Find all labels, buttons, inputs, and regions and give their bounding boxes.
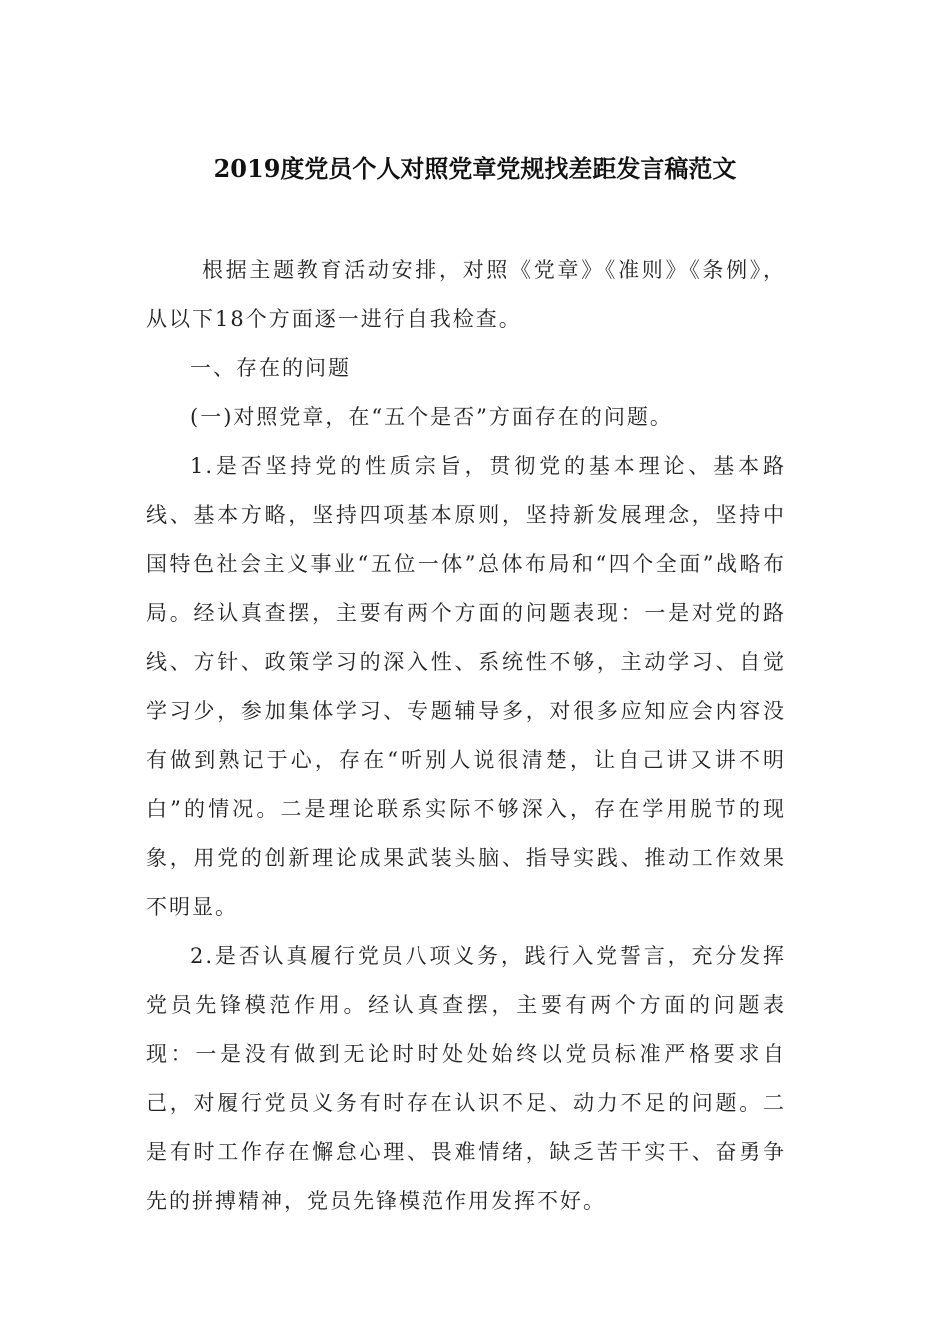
item-paragraph-2: 2.是否认真履行党员八项义务，践行入党誓言，充分发挥党员先锋模范作用。经认真查摆，主要有两个方面的问题表现：一是没有做到无论时时处处始终以党员标准严格要求自己，对履行党员义务有时存在认识不足、动力不足的问题。二是有时工作存在懈怠心理、畏难情绪，缺乏苦干实干、奋勇争先的拼搏精神，党员先锋模范作用发挥不好。 <box>146 944 786 1213</box>
document-title: 2019度党员个人对照党章党规找差距发言稿范文 <box>213 154 737 183</box>
item-paragraph-1: 1.是否坚持党的性质宗旨，贯彻党的基本理论、基本路线、基本方略，坚持四项基本原则，坚持新发展理念，坚持中国特色社会主义事业“五位一体”总体布局和“四个全面”战略布局。经认真查摆，主要有两个方面的问题表现：一是对党的路线、方针、政策学习的深入性、系统性不够，主动学习、自觉学习少，参加集体学习、专题辅导多，对很多应知应会内容没有做到熟记于心，存在“听别人说很清楚，让自己讲又讲不明白”的情况。二是理论联系实际不够深入，存在学用脱节的现象，用党的创新理论成果武装头脑、指导实践、推动工作效果不明显。 <box>146 454 786 919</box>
intro-paragraph: 根据主题教育活动安排，对照《党章》《准则》《条例》，从以下18个方面逐一进行自我检查。 <box>146 258 786 331</box>
section-heading: 一、存在的问题 <box>190 356 351 380</box>
subsection-heading: (一)对照党章，在“五个是否”方面存在的问题。 <box>190 405 673 429</box>
document-body <box>146 246 786 1226</box>
